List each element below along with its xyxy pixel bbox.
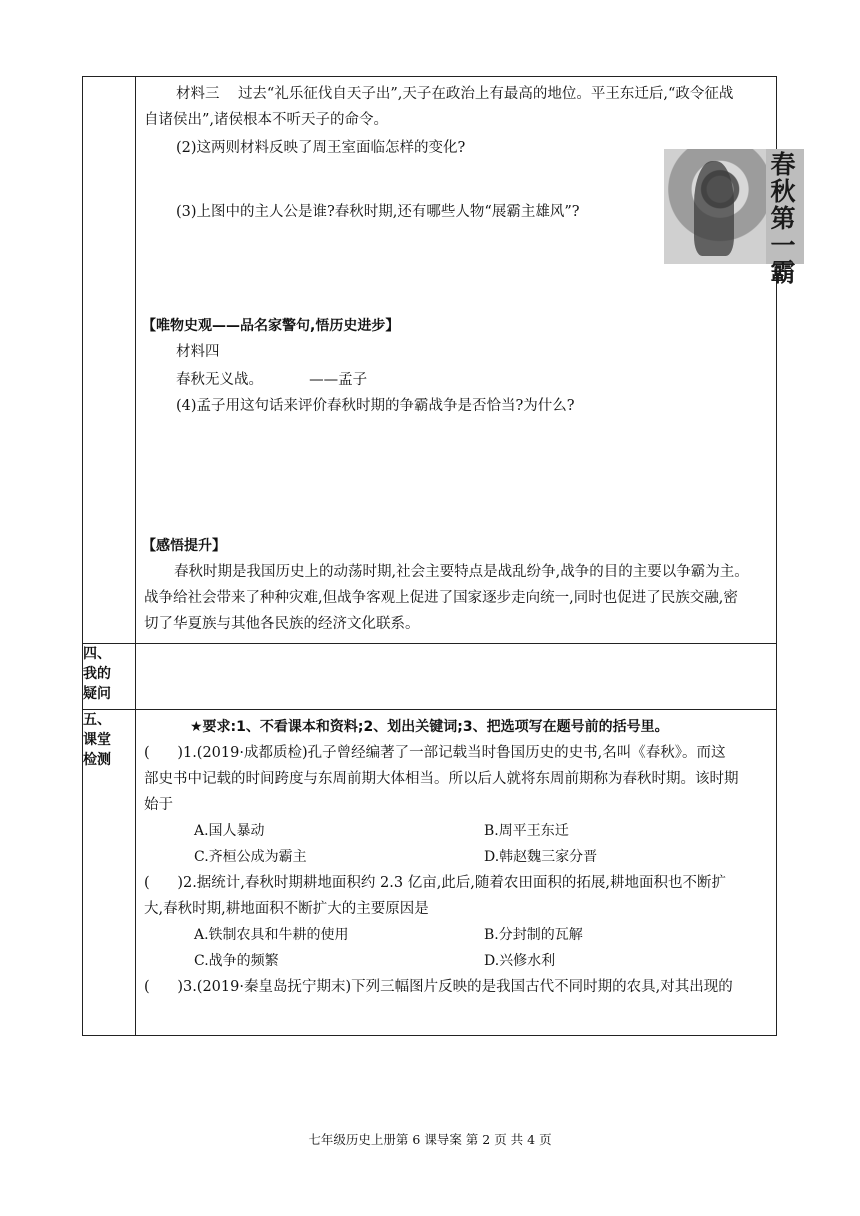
hegemon-figure: [694, 161, 734, 256]
q2-line-1: ( )2.据统计,春秋时期耕地面积约 2.3 亿亩,此后,随着农田面积的拓展,耕地面积也不断扩: [144, 875, 727, 891]
q1-answer-bracket[interactable]: (: [144, 745, 178, 761]
q2-answer-bracket[interactable]: (: [144, 875, 178, 891]
insight-line-2: 战争给社会带来了种种灾难,但战争客观上促进了国家逐步走向统一,同时也促进了民族交融,密: [144, 590, 738, 606]
section-4-row: [83, 644, 777, 710]
lesson-table: [82, 76, 796, 1036]
insight-line-3: 切了华夏族与其他各民族的经济文化联系。: [144, 616, 420, 632]
q2-option-b: B.分封制的瓦解: [484, 927, 583, 943]
material3-line2: 自诸侯出”,诸侯根本不听天子的命令。: [144, 112, 389, 128]
material4-label: 材料四: [176, 344, 220, 360]
q3-answer-bracket[interactable]: (: [144, 979, 178, 995]
question-3: (3)上图中的主人公是谁?春秋时期,还有哪些人物“展霸主雄风”?: [176, 204, 580, 220]
material3-line: 材料三 过去“礼乐征伐自天子出”,天子在政治上有最高的地位。平王东迁后,“政令征战: [176, 86, 734, 102]
image-caption: 春秋第一霸: [770, 150, 796, 287]
section-3-row: [83, 77, 777, 644]
q1-line-3: 始于: [144, 797, 173, 813]
section-5-label: 五、课堂检测: [83, 710, 136, 1036]
q2-option-a: A.铁制农具和牛耕的使用: [194, 927, 349, 943]
section-5-content: [136, 710, 777, 1036]
page-footer: 七年级历史上册第 6 课导案 第 2 页 共 4 页: [308, 1132, 552, 1147]
section-4-label: 四、我的疑问: [83, 644, 136, 710]
material4-author: ——孟子: [309, 372, 368, 388]
question-2: (2)这两则材料反映了周王室面临怎样的变化?: [176, 140, 466, 156]
q2-options-row1: [144, 922, 776, 948]
q1-option-d: D.韩赵魏三家分晋: [484, 849, 598, 865]
heading-materialism: 【唯物史观——品名家警句,悟历史进步】: [142, 318, 400, 334]
section-3-content: [136, 77, 796, 644]
q2-option-c: C.战争的频繁: [194, 953, 279, 969]
questions-answer-area[interactable]: [136, 644, 777, 710]
q3-line-1: ( )3.(2019·秦皇岛抚宁期末)下列三幅图片反映的是我国古代不同时期的农具,对其出现的: [144, 979, 733, 995]
q2-option-d: D.兴修水利: [484, 953, 556, 969]
chunqiu-first-hegemon-image: [664, 149, 804, 287]
question-4: (4)孟子用这句话来评价春秋时期的争霸战争是否恰当?为什么?: [176, 398, 575, 414]
q1-option-c: C.齐桓公成为霸主: [194, 849, 307, 865]
q1-options-row1: [144, 818, 776, 844]
section-3-label-cell: [83, 77, 136, 644]
heading-insight: 【感悟提升】: [142, 538, 226, 554]
insight-line-1: 春秋时期是我国历史上的动荡时期,社会主要特点是战乱纷争,战争的目的主要以争霸为主。: [174, 564, 749, 580]
q1-line-1: ( )1.(2019·成都质检)孔子曾经编著了一部记载当时鲁国历史的史书,名叫《春秋》。而这: [144, 745, 726, 761]
requirement: ★要求:1、不看课本和资料;2、划出关键词;3、把选项写在题号前的括号里。: [190, 719, 669, 735]
q2-options-row2: [144, 948, 776, 974]
q1-option-b: B.周平王东迁: [484, 823, 569, 839]
q2-line-2: 大,春秋时期,耕地面积不断扩大的主要原因是: [144, 901, 429, 917]
section-5-row: [83, 710, 777, 1036]
q1-line-2: 部史书中记载的时间跨度与东周前期大体相当。所以后人就将东周前期称为春秋时期。该时期: [144, 771, 739, 787]
material4-quote: 春秋无义战。: [176, 372, 263, 388]
material4-quote-line: [176, 367, 367, 393]
q1-option-a: A.国人暴动: [194, 823, 265, 839]
q1-options-row2: [144, 844, 776, 870]
